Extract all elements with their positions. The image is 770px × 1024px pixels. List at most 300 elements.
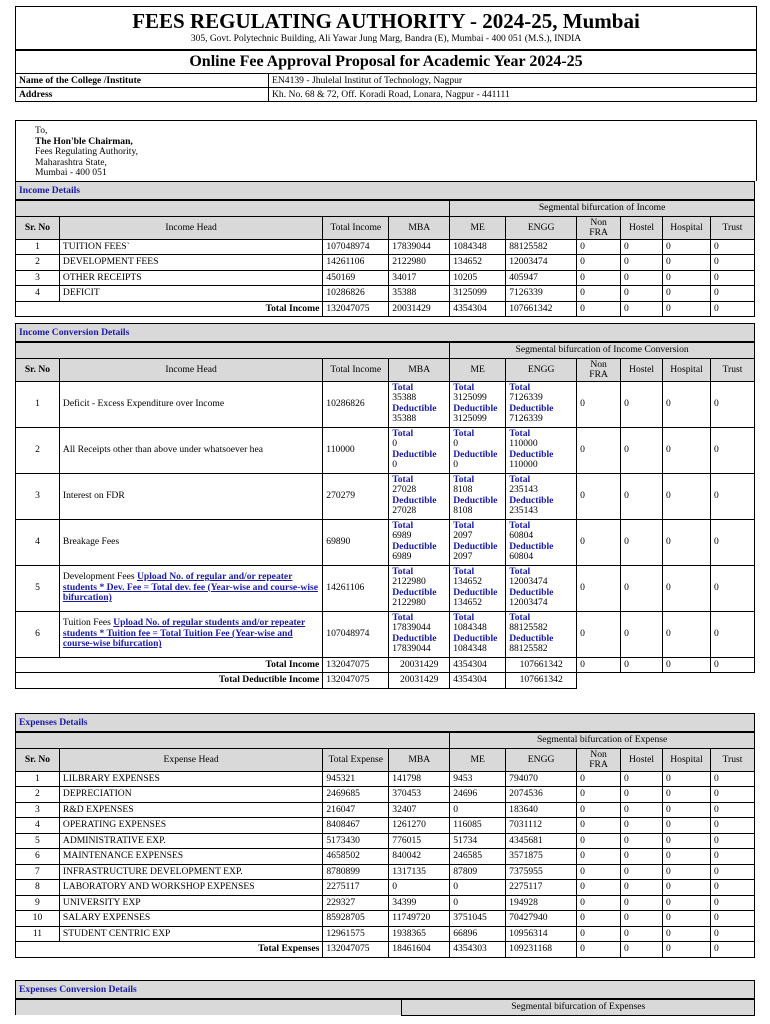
value-cell: 4345681 bbox=[506, 833, 577, 849]
deductible-label: Deductible bbox=[453, 632, 498, 644]
value-cell: 370453 bbox=[389, 787, 450, 803]
income-total-cell: 132047075 bbox=[323, 301, 389, 317]
value-cell: 4658502 bbox=[323, 849, 389, 865]
proposal-title: Online Fee Approval Proposal for Academic Year 2024-25 bbox=[15, 50, 757, 74]
deductible-label: Deductible bbox=[453, 402, 498, 414]
value-cell: 0 bbox=[711, 427, 755, 473]
value-cell: 229327 bbox=[323, 895, 389, 911]
value-cell: 34399 bbox=[389, 895, 450, 911]
value-cell: 0 bbox=[711, 473, 755, 519]
value-cell: 0 bbox=[577, 880, 621, 896]
deductible-total-cell: 107661342 bbox=[506, 673, 577, 689]
value-cell: 0 bbox=[450, 895, 506, 911]
col-total-expense: Total Expense bbox=[323, 748, 389, 771]
value-cell: 0 bbox=[577, 849, 621, 865]
total-label: Total bbox=[392, 381, 414, 393]
table-row bbox=[16, 833, 755, 849]
col-hospital: Hospital bbox=[663, 358, 711, 381]
sr-cell: 2 bbox=[16, 255, 60, 271]
total-label: Total bbox=[453, 473, 475, 485]
total-value: 88125582 bbox=[509, 622, 548, 633]
value-cell: 0 bbox=[621, 239, 663, 255]
value-cell: 0 bbox=[621, 833, 663, 849]
col-me: ME bbox=[450, 216, 506, 239]
total-label: Total bbox=[453, 381, 475, 393]
value-cell: 0 bbox=[621, 611, 663, 657]
deductible-value: 1084348 bbox=[453, 643, 487, 654]
value-cell: 0 bbox=[663, 270, 711, 286]
value-cell: 3571875 bbox=[506, 849, 577, 865]
value-cell: 0 bbox=[577, 771, 621, 787]
value-cell: 14261106 bbox=[323, 565, 389, 611]
head-label: Development Fees bbox=[62, 571, 135, 583]
value-cell: 0 bbox=[577, 864, 621, 880]
expense-conversion-section bbox=[15, 980, 755, 1016]
value-cell: 0 bbox=[621, 895, 663, 911]
value-cell: 270279 bbox=[323, 473, 389, 519]
value-cell: 0 bbox=[663, 565, 711, 611]
value-cell: 0 bbox=[577, 611, 621, 657]
value-cell: 5173430 bbox=[323, 833, 389, 849]
value-cell: 0 bbox=[450, 880, 506, 896]
value-cell: 2074536 bbox=[506, 787, 577, 803]
mba-split-cell bbox=[389, 611, 450, 657]
table-row bbox=[16, 239, 755, 255]
engg-split-cell bbox=[506, 381, 577, 427]
deductible-label: Deductible bbox=[392, 586, 437, 598]
total-value: 35388 bbox=[392, 392, 417, 403]
value-cell: 0 bbox=[663, 286, 711, 302]
table-row bbox=[16, 381, 755, 427]
value-cell: 0 bbox=[710, 771, 754, 787]
conversion-total-label: Total Income bbox=[16, 657, 323, 673]
total-label: Total bbox=[509, 473, 531, 485]
table-row bbox=[16, 771, 755, 787]
value-cell: 2275117 bbox=[323, 880, 389, 896]
income-total-cell: 0 bbox=[710, 301, 754, 317]
expense-total-label: Total Expenses bbox=[16, 942, 323, 958]
value-cell: 0 bbox=[711, 381, 755, 427]
value-cell: 0 bbox=[663, 787, 711, 803]
value-cell: 69890 bbox=[323, 519, 389, 565]
address-label: Address bbox=[16, 88, 269, 102]
sr-cell: 7 bbox=[16, 864, 60, 880]
col-hospital: Hospital bbox=[663, 748, 711, 771]
value-cell: 10286826 bbox=[323, 286, 389, 302]
total-value: 235143 bbox=[509, 484, 538, 495]
col-trust: Trust bbox=[711, 358, 755, 381]
value-cell: 0 bbox=[577, 911, 621, 927]
value-cell: 10286826 bbox=[323, 381, 389, 427]
income-total-label: Total Income bbox=[16, 301, 323, 317]
value-cell: 0 bbox=[663, 833, 711, 849]
income-total-cell: 0 bbox=[663, 301, 711, 317]
value-cell: 0 bbox=[621, 473, 663, 519]
value-cell: 0 bbox=[577, 926, 621, 942]
total-label: Total bbox=[392, 611, 414, 623]
total-value: 0 bbox=[392, 438, 398, 449]
sr-cell: 3 bbox=[16, 473, 60, 519]
expense-conversion-segment-header: Segmental bifurcation of Expenses bbox=[402, 1000, 755, 1016]
deductible-label: Deductible bbox=[392, 540, 437, 552]
expenses-section bbox=[15, 713, 755, 958]
value-cell: 12003474 bbox=[506, 255, 577, 271]
value-cell: 0 bbox=[710, 833, 754, 849]
deductible-value: 60804 bbox=[509, 551, 534, 562]
value-cell: 0 bbox=[621, 771, 663, 787]
sr-cell: 3 bbox=[16, 802, 60, 818]
total-value: 0 bbox=[453, 438, 458, 449]
head-cell: UNIVERSITY EXP bbox=[59, 895, 322, 911]
deductible-label: Deductible bbox=[392, 402, 437, 414]
me-split-cell bbox=[450, 611, 506, 657]
value-cell: 0 bbox=[577, 787, 621, 803]
value-cell: 0 bbox=[621, 381, 663, 427]
value-cell: 0 bbox=[577, 239, 621, 255]
value-cell: 9453 bbox=[450, 771, 506, 787]
deductible-value: 17839044 bbox=[392, 643, 431, 654]
value-cell: 183640 bbox=[506, 802, 577, 818]
value-cell: 840042 bbox=[389, 849, 450, 865]
value-cell: 8408467 bbox=[323, 818, 389, 834]
conversion-total-cell: 4354304 bbox=[450, 657, 506, 673]
engg-split-cell bbox=[506, 427, 577, 473]
total-value: 6989 bbox=[392, 530, 412, 541]
table-row bbox=[16, 818, 755, 834]
deductible-value: 235143 bbox=[509, 505, 538, 516]
engg-split-cell bbox=[506, 565, 577, 611]
col-mba: MBA bbox=[389, 216, 450, 239]
value-cell: 0 bbox=[577, 427, 621, 473]
me-split-cell bbox=[450, 519, 506, 565]
expense-total-cell: 0 bbox=[663, 942, 711, 958]
income-total-cell: 0 bbox=[577, 301, 621, 317]
mba-split-cell bbox=[389, 381, 450, 427]
value-cell: 0 bbox=[621, 427, 663, 473]
deductible-value: 7126339 bbox=[509, 413, 543, 424]
col-nonfra: Non FRA bbox=[577, 748, 621, 771]
value-cell: 0 bbox=[450, 802, 506, 818]
col-engg: ENGG bbox=[506, 748, 577, 771]
value-cell: 1938365 bbox=[389, 926, 450, 942]
value-cell: 0 bbox=[577, 895, 621, 911]
value-cell: 7126339 bbox=[506, 286, 577, 302]
table-row bbox=[16, 895, 755, 911]
total-value: 60804 bbox=[509, 530, 534, 541]
value-cell: 1261270 bbox=[389, 818, 450, 834]
value-cell: 0 bbox=[663, 818, 711, 834]
value-cell: 0 bbox=[663, 473, 711, 519]
value-cell: 0 bbox=[577, 255, 621, 271]
expense-total-cell: 109231168 bbox=[506, 942, 577, 958]
value-cell: 405947 bbox=[506, 270, 577, 286]
value-cell: 14261106 bbox=[323, 255, 389, 271]
conversion-section-title: Income Conversion Details bbox=[15, 323, 755, 342]
table-row bbox=[16, 849, 755, 865]
sr-cell: 6 bbox=[16, 611, 60, 657]
value-cell: 0 bbox=[710, 849, 754, 865]
value-cell: 0 bbox=[710, 926, 754, 942]
value-cell: 0 bbox=[711, 565, 755, 611]
value-cell: 134652 bbox=[450, 255, 506, 271]
deductible-total-label: Total Deductible Income bbox=[16, 673, 323, 689]
deductible-label: Deductible bbox=[392, 448, 437, 460]
deductible-total-cell: 20031429 bbox=[389, 673, 450, 689]
value-cell: 0 bbox=[663, 864, 711, 880]
value-cell: 0 bbox=[663, 427, 711, 473]
total-value: 12003474 bbox=[509, 576, 548, 587]
income-table bbox=[15, 200, 755, 317]
sr-cell: 5 bbox=[16, 833, 60, 849]
value-cell: 0 bbox=[710, 802, 754, 818]
head-cell: DEPRECIATION bbox=[59, 787, 322, 803]
value-cell: 70427940 bbox=[506, 911, 577, 927]
value-cell: 34017 bbox=[389, 270, 450, 286]
total-label: Total bbox=[509, 565, 531, 577]
income-segment-header: Segmental bifurcation of Income bbox=[450, 201, 755, 217]
table-row bbox=[16, 611, 755, 657]
deductible-value: 110000 bbox=[509, 459, 538, 470]
value-cell: 0 bbox=[621, 818, 663, 834]
value-cell: 10956314 bbox=[506, 926, 577, 942]
deductible-label: Deductible bbox=[453, 448, 498, 460]
sr-cell: 5 bbox=[16, 565, 60, 611]
value-cell: 66896 bbox=[450, 926, 506, 942]
col-hostel: Hostel bbox=[621, 216, 663, 239]
total-label: Total bbox=[392, 565, 414, 577]
sr-cell: 4 bbox=[16, 818, 60, 834]
value-cell: 24696 bbox=[450, 787, 506, 803]
deductible-value: 3125099 bbox=[453, 413, 487, 424]
mba-split-cell bbox=[389, 473, 450, 519]
value-cell: 945321 bbox=[323, 771, 389, 787]
sr-cell: 3 bbox=[16, 270, 60, 286]
value-cell: 0 bbox=[577, 833, 621, 849]
value-cell: 0 bbox=[663, 911, 711, 927]
value-cell: 194928 bbox=[506, 895, 577, 911]
me-split-cell bbox=[450, 565, 506, 611]
authority-line: Fees Regulating Authority, bbox=[35, 146, 139, 157]
deductible-value: 134652 bbox=[453, 597, 482, 608]
value-cell: 88125582 bbox=[506, 239, 577, 255]
col-income-head: Income Head bbox=[59, 216, 322, 239]
addressee-block bbox=[15, 120, 757, 181]
col-sr: Sr. No bbox=[16, 748, 60, 771]
expense-total-cell: 18461604 bbox=[389, 942, 450, 958]
me-split-cell bbox=[450, 473, 506, 519]
value-cell: 0 bbox=[663, 802, 711, 818]
sr-cell: 4 bbox=[16, 519, 60, 565]
sr-cell: 8 bbox=[16, 880, 60, 896]
conversion-total-cell: 107661342 bbox=[506, 657, 577, 673]
upload-link[interactable]: Upload No. of regular students and/or repeater students * Tuition fee = Total Tuition Fee (Year-wise and course-wise bifurcation) bbox=[62, 617, 306, 650]
deductible-value: 6989 bbox=[392, 551, 412, 562]
head-cell bbox=[59, 427, 322, 473]
value-cell: 0 bbox=[621, 565, 663, 611]
value-cell: 110000 bbox=[323, 427, 389, 473]
value-cell: 776015 bbox=[389, 833, 450, 849]
total-value: 8108 bbox=[453, 484, 473, 495]
income-total-cell: 107661342 bbox=[506, 301, 577, 317]
expenses-table bbox=[15, 732, 755, 958]
total-label: Total bbox=[453, 427, 475, 439]
value-cell: 0 bbox=[577, 473, 621, 519]
deductible-label: Deductible bbox=[392, 494, 437, 506]
total-label: Total bbox=[453, 611, 475, 623]
total-label: Total bbox=[509, 381, 531, 393]
col-trust: Trust bbox=[710, 216, 754, 239]
conversion-total-cell: 0 bbox=[621, 657, 663, 673]
sr-cell: 1 bbox=[16, 239, 60, 255]
value-cell: 17839044 bbox=[389, 239, 450, 255]
value-cell: 11749720 bbox=[389, 911, 450, 927]
value-cell: 0 bbox=[710, 864, 754, 880]
head-cell: DEVELOPMENT FEES bbox=[59, 255, 322, 271]
upload-link[interactable]: Upload No. of regular and/or repeater students * Dev. Fee = Total dev. fee (Year-wise and course-wise bifurcation) bbox=[62, 571, 318, 604]
head-cell bbox=[59, 611, 322, 657]
value-cell: 0 bbox=[663, 849, 711, 865]
expense-total-cell: 4354303 bbox=[450, 942, 506, 958]
conversion-total-cell: 20031429 bbox=[389, 657, 450, 673]
head-cell: DEFICIT bbox=[59, 286, 322, 302]
deductible-value: 2097 bbox=[453, 551, 473, 562]
value-cell: 7375955 bbox=[506, 864, 577, 880]
value-cell: 0 bbox=[663, 895, 711, 911]
table-row bbox=[16, 880, 755, 896]
value-cell: 116085 bbox=[450, 818, 506, 834]
deductible-value: 35388 bbox=[392, 413, 417, 424]
value-cell: 0 bbox=[621, 802, 663, 818]
head-label: Interest on FDR bbox=[62, 489, 125, 501]
table-row bbox=[16, 802, 755, 818]
total-label: Total bbox=[392, 519, 414, 531]
table-row bbox=[16, 787, 755, 803]
income-section-title: Income Details bbox=[15, 181, 755, 200]
col-nonfra: Non FRA bbox=[577, 358, 621, 381]
value-cell: 3751045 bbox=[450, 911, 506, 927]
value-cell: 0 bbox=[710, 255, 754, 271]
conversion-table bbox=[15, 342, 755, 689]
value-cell: 0 bbox=[710, 286, 754, 302]
value-cell: 2275117 bbox=[506, 880, 577, 896]
sr-cell: 2 bbox=[16, 787, 60, 803]
conversion-total-cell: 0 bbox=[663, 657, 711, 673]
deductible-label: Deductible bbox=[509, 632, 554, 644]
total-label: Total bbox=[453, 565, 475, 577]
expense-segment-header: Segmental bifurcation of Expense bbox=[450, 733, 755, 749]
value-cell: 0 bbox=[663, 926, 711, 942]
value-cell: 0 bbox=[663, 381, 711, 427]
head-cell: LABORATORY AND WORKSHOP EXPENSES bbox=[59, 880, 322, 896]
value-cell: 0 bbox=[710, 880, 754, 896]
col-income-head: Income Head bbox=[59, 358, 322, 381]
value-cell: 0 bbox=[710, 239, 754, 255]
value-cell: 0 bbox=[577, 381, 621, 427]
total-label: Total bbox=[509, 427, 531, 439]
total-label: Total bbox=[392, 427, 414, 439]
value-cell: 0 bbox=[663, 255, 711, 271]
head-cell: MAINTENANCE EXPENSES bbox=[59, 849, 322, 865]
conversion-total-cell: 0 bbox=[711, 657, 755, 673]
college-value: EN4139 - Jhulelal Institut of Technology, Nagpur bbox=[269, 74, 757, 88]
col-trust: Trust bbox=[710, 748, 754, 771]
value-cell: 0 bbox=[663, 239, 711, 255]
conversion-segment-header: Segmental bifurcation of Income Conversion bbox=[450, 343, 755, 359]
value-cell: 10205 bbox=[450, 270, 506, 286]
value-cell: 0 bbox=[577, 565, 621, 611]
deductible-value: 8108 bbox=[453, 505, 473, 516]
head-cell bbox=[59, 519, 322, 565]
value-cell: 0 bbox=[621, 911, 663, 927]
head-label: Deficit - Excess Expenditure over Income bbox=[62, 397, 225, 409]
total-value: 134652 bbox=[453, 576, 482, 587]
value-cell: 0 bbox=[621, 519, 663, 565]
value-cell: 0 bbox=[710, 787, 754, 803]
head-label: Tuition Fees bbox=[62, 617, 111, 629]
value-cell: 87809 bbox=[450, 864, 506, 880]
total-value: 2097 bbox=[453, 530, 473, 541]
head-cell: LILBRARY EXPENSES bbox=[59, 771, 322, 787]
table-row bbox=[16, 519, 755, 565]
col-total-income: Total Income bbox=[323, 216, 389, 239]
value-cell: 450169 bbox=[323, 270, 389, 286]
col-me: ME bbox=[450, 748, 506, 771]
income-total-cell: 20031429 bbox=[389, 301, 450, 317]
value-cell: 216047 bbox=[323, 802, 389, 818]
total-label: Total bbox=[509, 611, 531, 623]
value-cell: 0 bbox=[663, 519, 711, 565]
college-info-table bbox=[15, 73, 757, 102]
value-cell: 3125099 bbox=[450, 286, 506, 302]
value-cell: 0 bbox=[621, 880, 663, 896]
col-engg: ENGG bbox=[506, 216, 577, 239]
total-value: 110000 bbox=[509, 438, 538, 449]
deductible-label: Deductible bbox=[509, 586, 554, 598]
head-cell: R&D EXPENSES bbox=[59, 802, 322, 818]
col-hostel: Hostel bbox=[621, 748, 663, 771]
value-cell: 141798 bbox=[389, 771, 450, 787]
me-split-cell bbox=[450, 427, 506, 473]
total-value: 1084348 bbox=[453, 622, 487, 633]
table-row bbox=[16, 427, 755, 473]
sr-cell: 6 bbox=[16, 849, 60, 865]
value-cell: 2469685 bbox=[323, 787, 389, 803]
conversion-section bbox=[15, 323, 755, 689]
value-cell: 0 bbox=[711, 519, 755, 565]
col-expense-head: Expense Head bbox=[59, 748, 322, 771]
value-cell: 2122980 bbox=[389, 255, 450, 271]
value-cell: 0 bbox=[577, 519, 621, 565]
expense-total-cell: 0 bbox=[621, 942, 663, 958]
head-cell bbox=[59, 565, 322, 611]
expense-conversion-title: Expenses Conversion Details bbox=[15, 980, 755, 999]
value-cell: 0 bbox=[577, 802, 621, 818]
head-cell: OTHER RECEIPTS bbox=[59, 270, 322, 286]
expenses-section-title: Expenses Details bbox=[15, 713, 755, 732]
col-sr: Sr. No bbox=[16, 358, 60, 381]
value-cell: 107048974 bbox=[323, 239, 389, 255]
total-value: 3125099 bbox=[453, 392, 487, 403]
deductible-label: Deductible bbox=[453, 540, 498, 552]
income-section bbox=[15, 181, 755, 317]
total-value: 2122980 bbox=[392, 576, 426, 587]
expense-total-cell: 0 bbox=[710, 942, 754, 958]
deductible-label: Deductible bbox=[392, 632, 437, 644]
deductible-value: 2122980 bbox=[392, 597, 426, 608]
deductible-value: 27028 bbox=[392, 505, 417, 516]
income-total-cell: 4354304 bbox=[450, 301, 506, 317]
table-row bbox=[16, 565, 755, 611]
